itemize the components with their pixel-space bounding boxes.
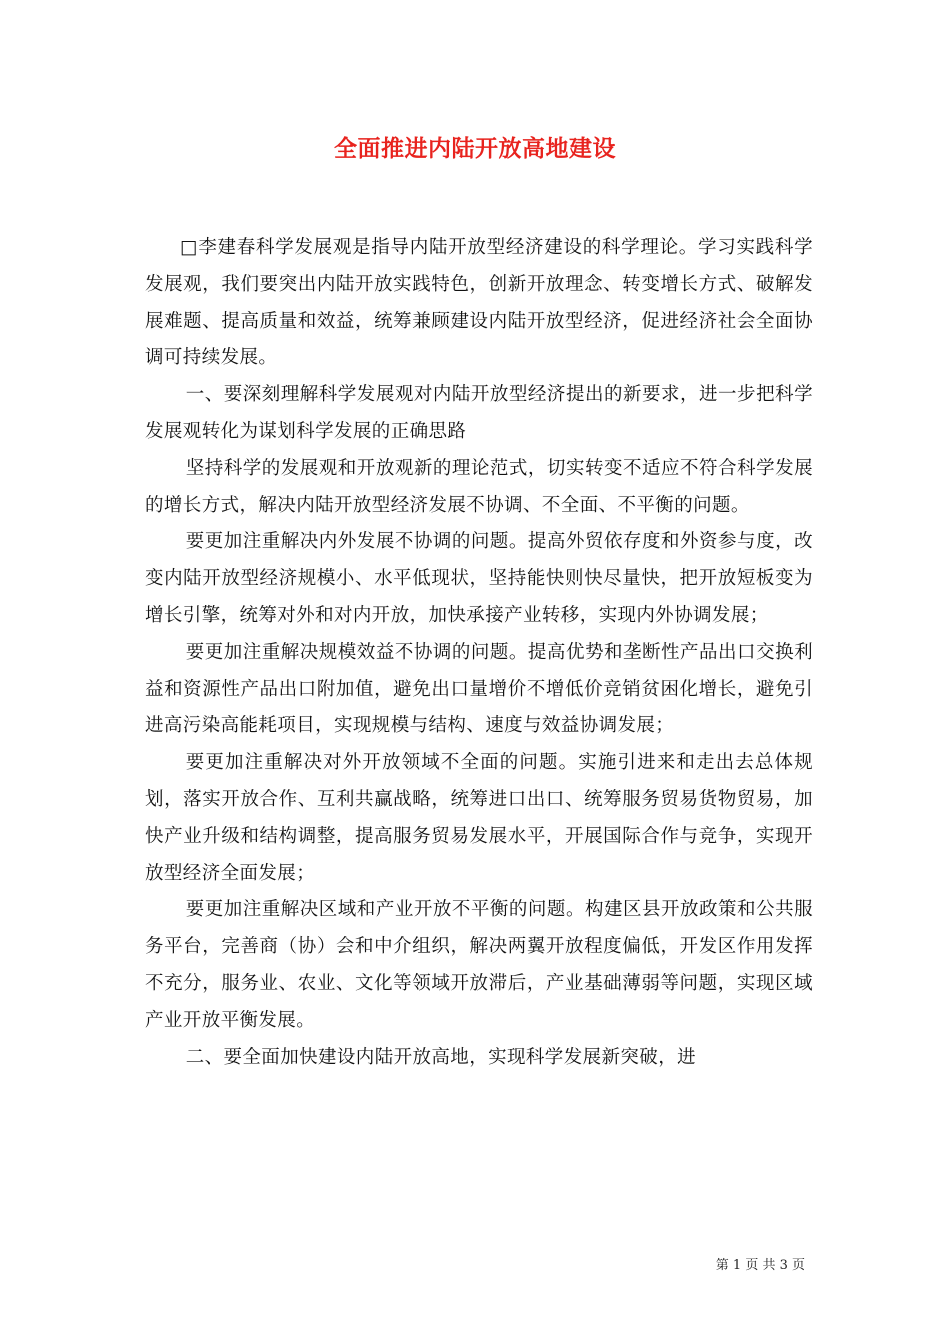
paragraph-section-one-heading: 一、要深刻理解科学发展观对内陆开放型经济提出的新要求，进一步把科学发展观转化为谋划科学发展的正确思路	[145, 384, 813, 442]
document-body	[145, 230, 813, 1076]
paragraph: 要更加注重解决规模效益不协调的问题。提高优势和垄断性产品出口交换利益和资源性产品出口附加值，避免出口量增价不增低价竞销贫困化增长，避免引进高污染高能耗项目，实现规模与结构、速度与效益协调发展；	[145, 641, 813, 737]
paragraph: 坚持科学的发展观和开放观新的理论范式，切实转变不适应不符合科学发展的增长方式，解决内陆开放型经济发展不协调、不全面、不平衡的问题。	[145, 457, 813, 516]
paragraph: 要更加注重解决对外开放领域不全面的问题。实施引进来和走出去总体规划，落实开放合作、互利共赢战略，统筹进口出口、统筹服务贸易货物贸易，加快产业升级和结构调整，提高服务贸易发展水平，开展国际合作与竞争，实现开放型经济全面发展；	[145, 752, 813, 884]
paragraph-intro: □李建春科学发展观是指导内陆开放型经济建设的科学理论。学习实践科学发展观，我们要突出内陆开放实践特色，创新开放理念、转变增长方式、破解发展难题、提高质量和效益，统筹兼顾建设内陆开放型经济，促进经济社会全面协调可持续发展。	[145, 237, 813, 369]
paragraph: 要更加注重解决内外发展不协调的问题。提高外贸依存度和外资参与度，改变内陆开放型经济规模小、水平低现状，坚持能快则快尽量快，把开放短板变为增长引擎，统筹对外和对内开放，加快承接产业转移，实现内外协调发展；	[145, 531, 813, 626]
page-number: 第 1 页 共 3 页	[715, 1258, 805, 1273]
paragraph: 要更加注重解决区域和产业开放不平衡的问题。构建区县开放政策和公共服务平台，完善商（协）会和中介组织，解决两翼开放程度偏低，开发区作用发挥不充分，服务业、农业、文化等领域开放滞后，产业基础薄弱等问题，实现区域产业开放平衡发展。	[145, 899, 813, 1031]
document-title: 全面推进内陆开放高地建设	[334, 135, 616, 162]
paragraph-section-two-heading: 二、要全面加快建设内陆开放高地，实现科学发展新突破，进	[185, 1046, 696, 1068]
